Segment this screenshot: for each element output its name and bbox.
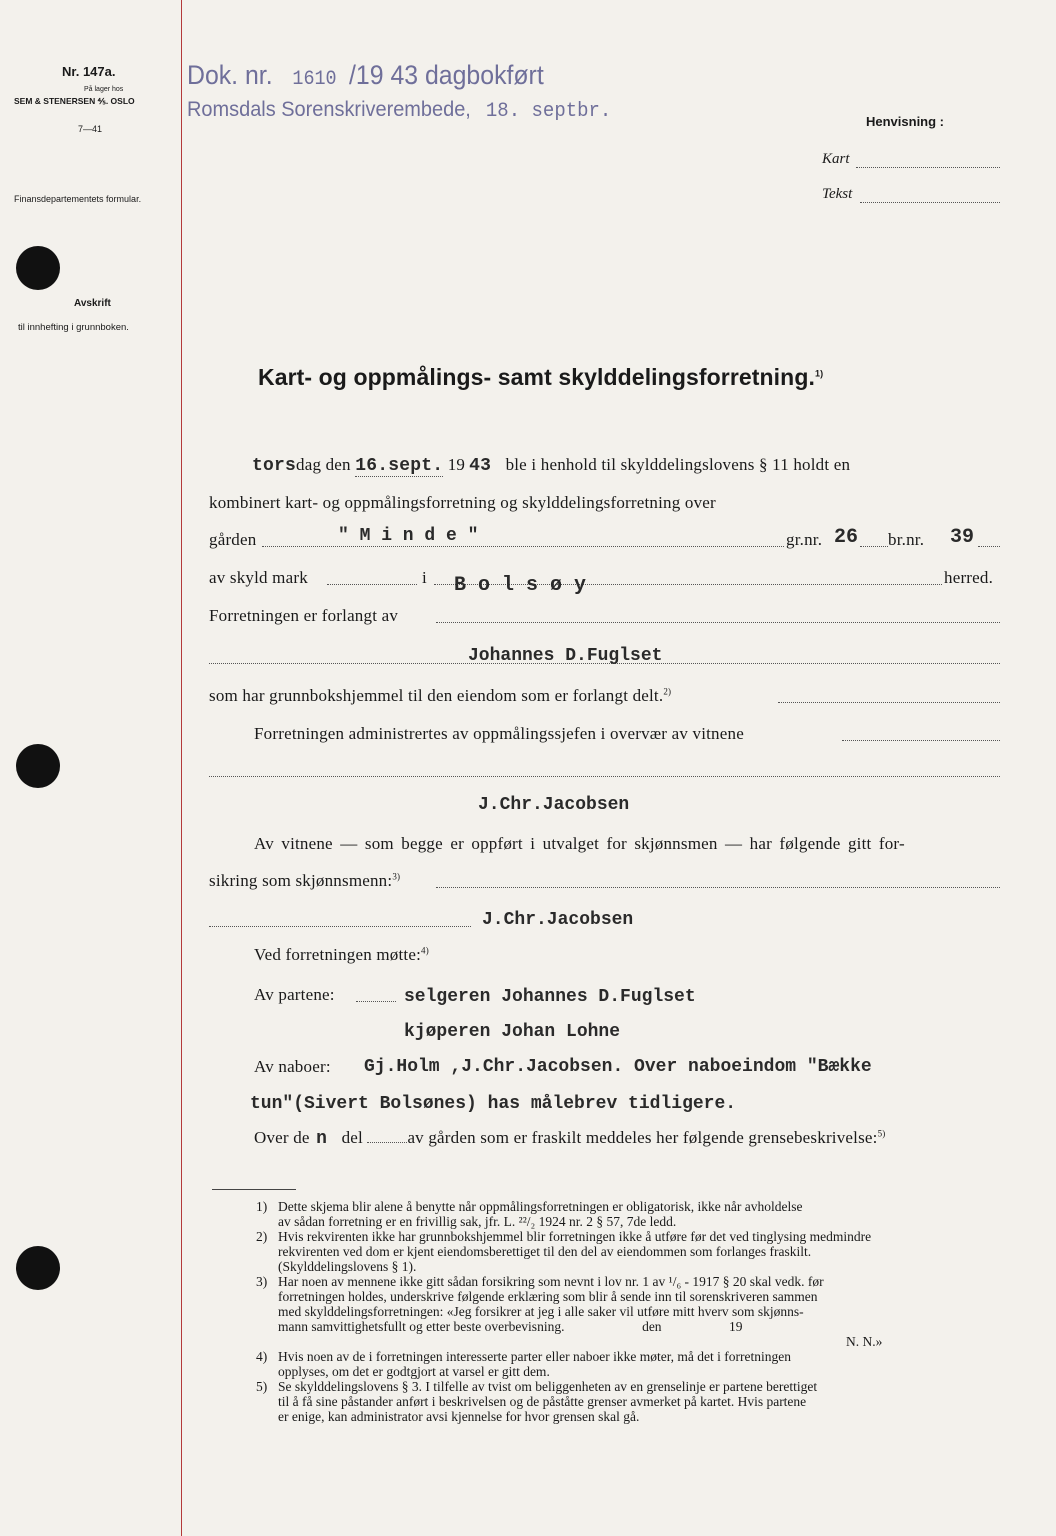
- owner-footnote-ref: 2): [663, 686, 672, 697]
- stamp-line2: [187, 98, 611, 123]
- footnote-line: mann samvittighetsfullt og etter beste overbevisning. den 19: [278, 1319, 743, 1334]
- assurance-footnote-ref: 3): [392, 871, 401, 882]
- footnote: [236, 1199, 1006, 1229]
- footnote-line: av sådan forretning er en frivillig sak, jfr. L. ²²/₂ 1924 nr. 2 § 57, 7de ledd.: [278, 1214, 677, 1229]
- over-line: [254, 1128, 886, 1149]
- neighbours-value-1: Gj.Holm ,J.Chr.Jacobsen. Over naboeindom "Bække: [364, 1057, 872, 1077]
- year-prefix: 19: [447, 455, 466, 474]
- footnote-number: 3): [256, 1274, 268, 1289]
- municipality-value: B o l s ø y: [454, 574, 587, 597]
- footnote-line: Har noen av mennene ikke gitt sådan forsikring som nevnt i lov nr. 1 av ¹/₆ - 1917 § 20 skal vedk. før: [278, 1274, 824, 1289]
- admin-line: Forretningen administrertes av oppmålingssjefen i overvær av vitnene: [254, 724, 744, 743]
- footnote-line: Hvis noen av de i forretningen interesserte parter eller naboer ikke møter, må det i forretningen: [278, 1349, 792, 1364]
- footnotes: [236, 1199, 1006, 1424]
- body-line-2: kombinert kart- og oppmålingsforretning og skylddelingsforretning over: [209, 493, 716, 512]
- neighbours-label: Av naboer:: [254, 1057, 331, 1076]
- admin-line-fill: [842, 740, 1000, 741]
- over-footnote-ref: 5): [877, 1128, 886, 1139]
- requested-by-value: Johannes D.Fuglset: [468, 646, 663, 666]
- assurer-line: [209, 926, 471, 927]
- over-label: Over de: [254, 1128, 310, 1147]
- form-date: 7—41: [78, 124, 103, 134]
- dag-den-label: dag den: [296, 455, 351, 474]
- stamp-diary-label: dagbokført: [424, 60, 544, 90]
- skyld-label: av skyld mark: [209, 568, 308, 587]
- assurance-line-1: Av vitnene — som begge er oppført i utvalget for skjønnsmen — har følgende gitt for-: [254, 834, 905, 853]
- farm-line: [262, 546, 784, 547]
- party-seller: selgeren Johannes D.Fuglset: [404, 987, 696, 1007]
- witness-value: J.Chr.Jacobsen: [478, 795, 630, 815]
- i-label: i: [422, 568, 427, 587]
- stamp-office: Romsdals Sorenskriverembede,: [187, 98, 471, 121]
- party-buyer: kjøperen Johan Lohne: [404, 1022, 621, 1042]
- stamp-year: /19 43: [349, 60, 419, 90]
- assurance-line-fill: [436, 887, 1000, 888]
- publisher-line1: På lager hos: [84, 86, 124, 93]
- footnote: [236, 1274, 1006, 1334]
- brnr-label: br.nr.: [888, 530, 925, 549]
- admin-line-2: [209, 776, 1000, 777]
- requested-by-label: Forretningen er forlangt av: [209, 606, 399, 625]
- footnote-line: Hvis rekvirenten ikke har grunnbokshjemmel blir forretningen ikke å utføre før det ved tinglysing medmindre: [278, 1229, 872, 1244]
- date-value: 16.sept.: [355, 456, 444, 476]
- present-label: Ved forretningen møtte:: [254, 945, 421, 964]
- reference-heading: Henvisning :: [866, 114, 945, 129]
- owner-text: som har grunnbokshjemmel til den eiendom som er forlangt delt.: [209, 686, 664, 705]
- del-label: del: [341, 1128, 363, 1147]
- weekday-value: tors: [252, 456, 297, 476]
- footnote: [236, 1229, 1006, 1274]
- footnote-line: Se skylddelingslovens § 3. I tilfelle av tvist om beliggenheten av en grenselinje er partene berettiget: [278, 1379, 818, 1394]
- stamp-line1: [187, 60, 544, 91]
- reference-kart-line: [856, 167, 1000, 168]
- parties-line: [356, 1001, 396, 1002]
- footnote-line: er enige, kan administrator avsi kjennelse for hvor grensen skal gå.: [278, 1409, 640, 1424]
- grnr-value: 26: [834, 526, 859, 549]
- over-line-fill: [367, 1142, 407, 1143]
- reference-kart-label: Kart: [822, 151, 850, 167]
- body-line-1: [252, 455, 850, 476]
- present-line: [254, 945, 429, 965]
- year-value: 43: [469, 456, 492, 476]
- skyld-line: [327, 584, 417, 585]
- footnote-number: 1): [256, 1199, 268, 1214]
- farm-label: gården: [209, 530, 257, 549]
- over-rest: av gården som er fraskilt meddeles her følgende grensebeskrivelse:: [407, 1128, 878, 1147]
- footnote-line: N. N.»: [846, 1334, 883, 1349]
- footnote-line: med skylddelingsforretningen: «Jeg forsikrer at jeg i alle saker vil utføre mitt hverv som skjønns-: [278, 1304, 804, 1319]
- footnote-line: (Skylddelingslovens § 1).: [278, 1259, 417, 1274]
- footnote-number: 5): [256, 1379, 268, 1394]
- reference-tekst-label: Tekst: [822, 186, 853, 202]
- footnote-number: 4): [256, 1349, 268, 1364]
- stamp-doc-number: 1610: [292, 68, 337, 91]
- footnote: [236, 1349, 1006, 1379]
- over-value: n: [316, 1129, 328, 1149]
- publisher-line2: SEM & STENERSEN ⅘. OSLO: [14, 96, 135, 106]
- reference-tekst-line: [860, 202, 1000, 203]
- assurer-value: J.Chr.Jacobsen: [482, 910, 634, 930]
- footnote-line: rekvirenten ved dom er kjent eiendomsberettiget til den del av eiendommen som forlanges fraskilt.: [278, 1244, 812, 1259]
- herred-label: herred.: [944, 568, 994, 587]
- title-text: Kart- og oppmålings- samt skylddelingsforretning.: [258, 364, 815, 390]
- margin-rule: [181, 0, 182, 1536]
- footnote-line: opplyses, om det er godtgjort at varsel er gitt dem.: [278, 1364, 550, 1379]
- stamp-doc-label: Dok. nr.: [187, 60, 273, 90]
- footnote-number: 2): [256, 1229, 268, 1244]
- owner-line: [209, 686, 671, 706]
- punch-hole-bottom: [16, 1246, 60, 1290]
- ministry-form: Finansdepartementets formular.: [14, 194, 142, 204]
- present-footnote-ref: 4): [421, 945, 429, 956]
- assurance-line-2: [209, 871, 400, 891]
- brnr-line: [978, 546, 1000, 547]
- grnr-label: gr.nr.: [786, 530, 823, 549]
- footnote-line: Dette skjema blir alene å benytte når oppmålingsforretningen er obligatorisk, ikke når avholdelse: [278, 1199, 803, 1214]
- footnote-rule: [212, 1189, 296, 1190]
- footnote: [236, 1334, 1006, 1349]
- footnote: [236, 1379, 1006, 1424]
- footnote-line: til å få sine påstander anført i beskrivelsen og de påståtte grenser avmerket på kartet. Hvis partene: [278, 1394, 807, 1409]
- grnr-line: [860, 546, 888, 547]
- punch-hole-middle: [16, 744, 60, 788]
- punch-hole-top: [16, 246, 60, 290]
- neighbours-value-2: tun"(Sivert Bolsønes) has målebrev tidligere.: [250, 1094, 737, 1114]
- footnote-line: forretningen holdes, underskrive følgende erklæring som blir å sende inn til sorenskriveren sammen: [278, 1289, 818, 1304]
- copy-note: til innhefting i grunnboken.: [18, 322, 129, 333]
- owner-line-fill: [778, 702, 1000, 703]
- form-number: Nr. 147a.: [62, 64, 116, 79]
- document-title: [258, 364, 823, 391]
- assurance-text: sikring som skjønnsmenn:: [209, 871, 393, 890]
- parties-label: Av partene:: [254, 985, 335, 1004]
- requested-by-line: [436, 622, 1000, 623]
- title-footnote-ref: 1): [814, 368, 824, 379]
- stamp-date: 18. septbr.: [485, 100, 612, 123]
- line1-rest: ble i henhold til skylddelingslovens § 11 holdt en: [505, 455, 851, 474]
- farm-name-value: " M i n d e ": [338, 526, 479, 546]
- brnr-value: 39: [950, 526, 975, 549]
- copy-label: Avskrift: [74, 298, 111, 309]
